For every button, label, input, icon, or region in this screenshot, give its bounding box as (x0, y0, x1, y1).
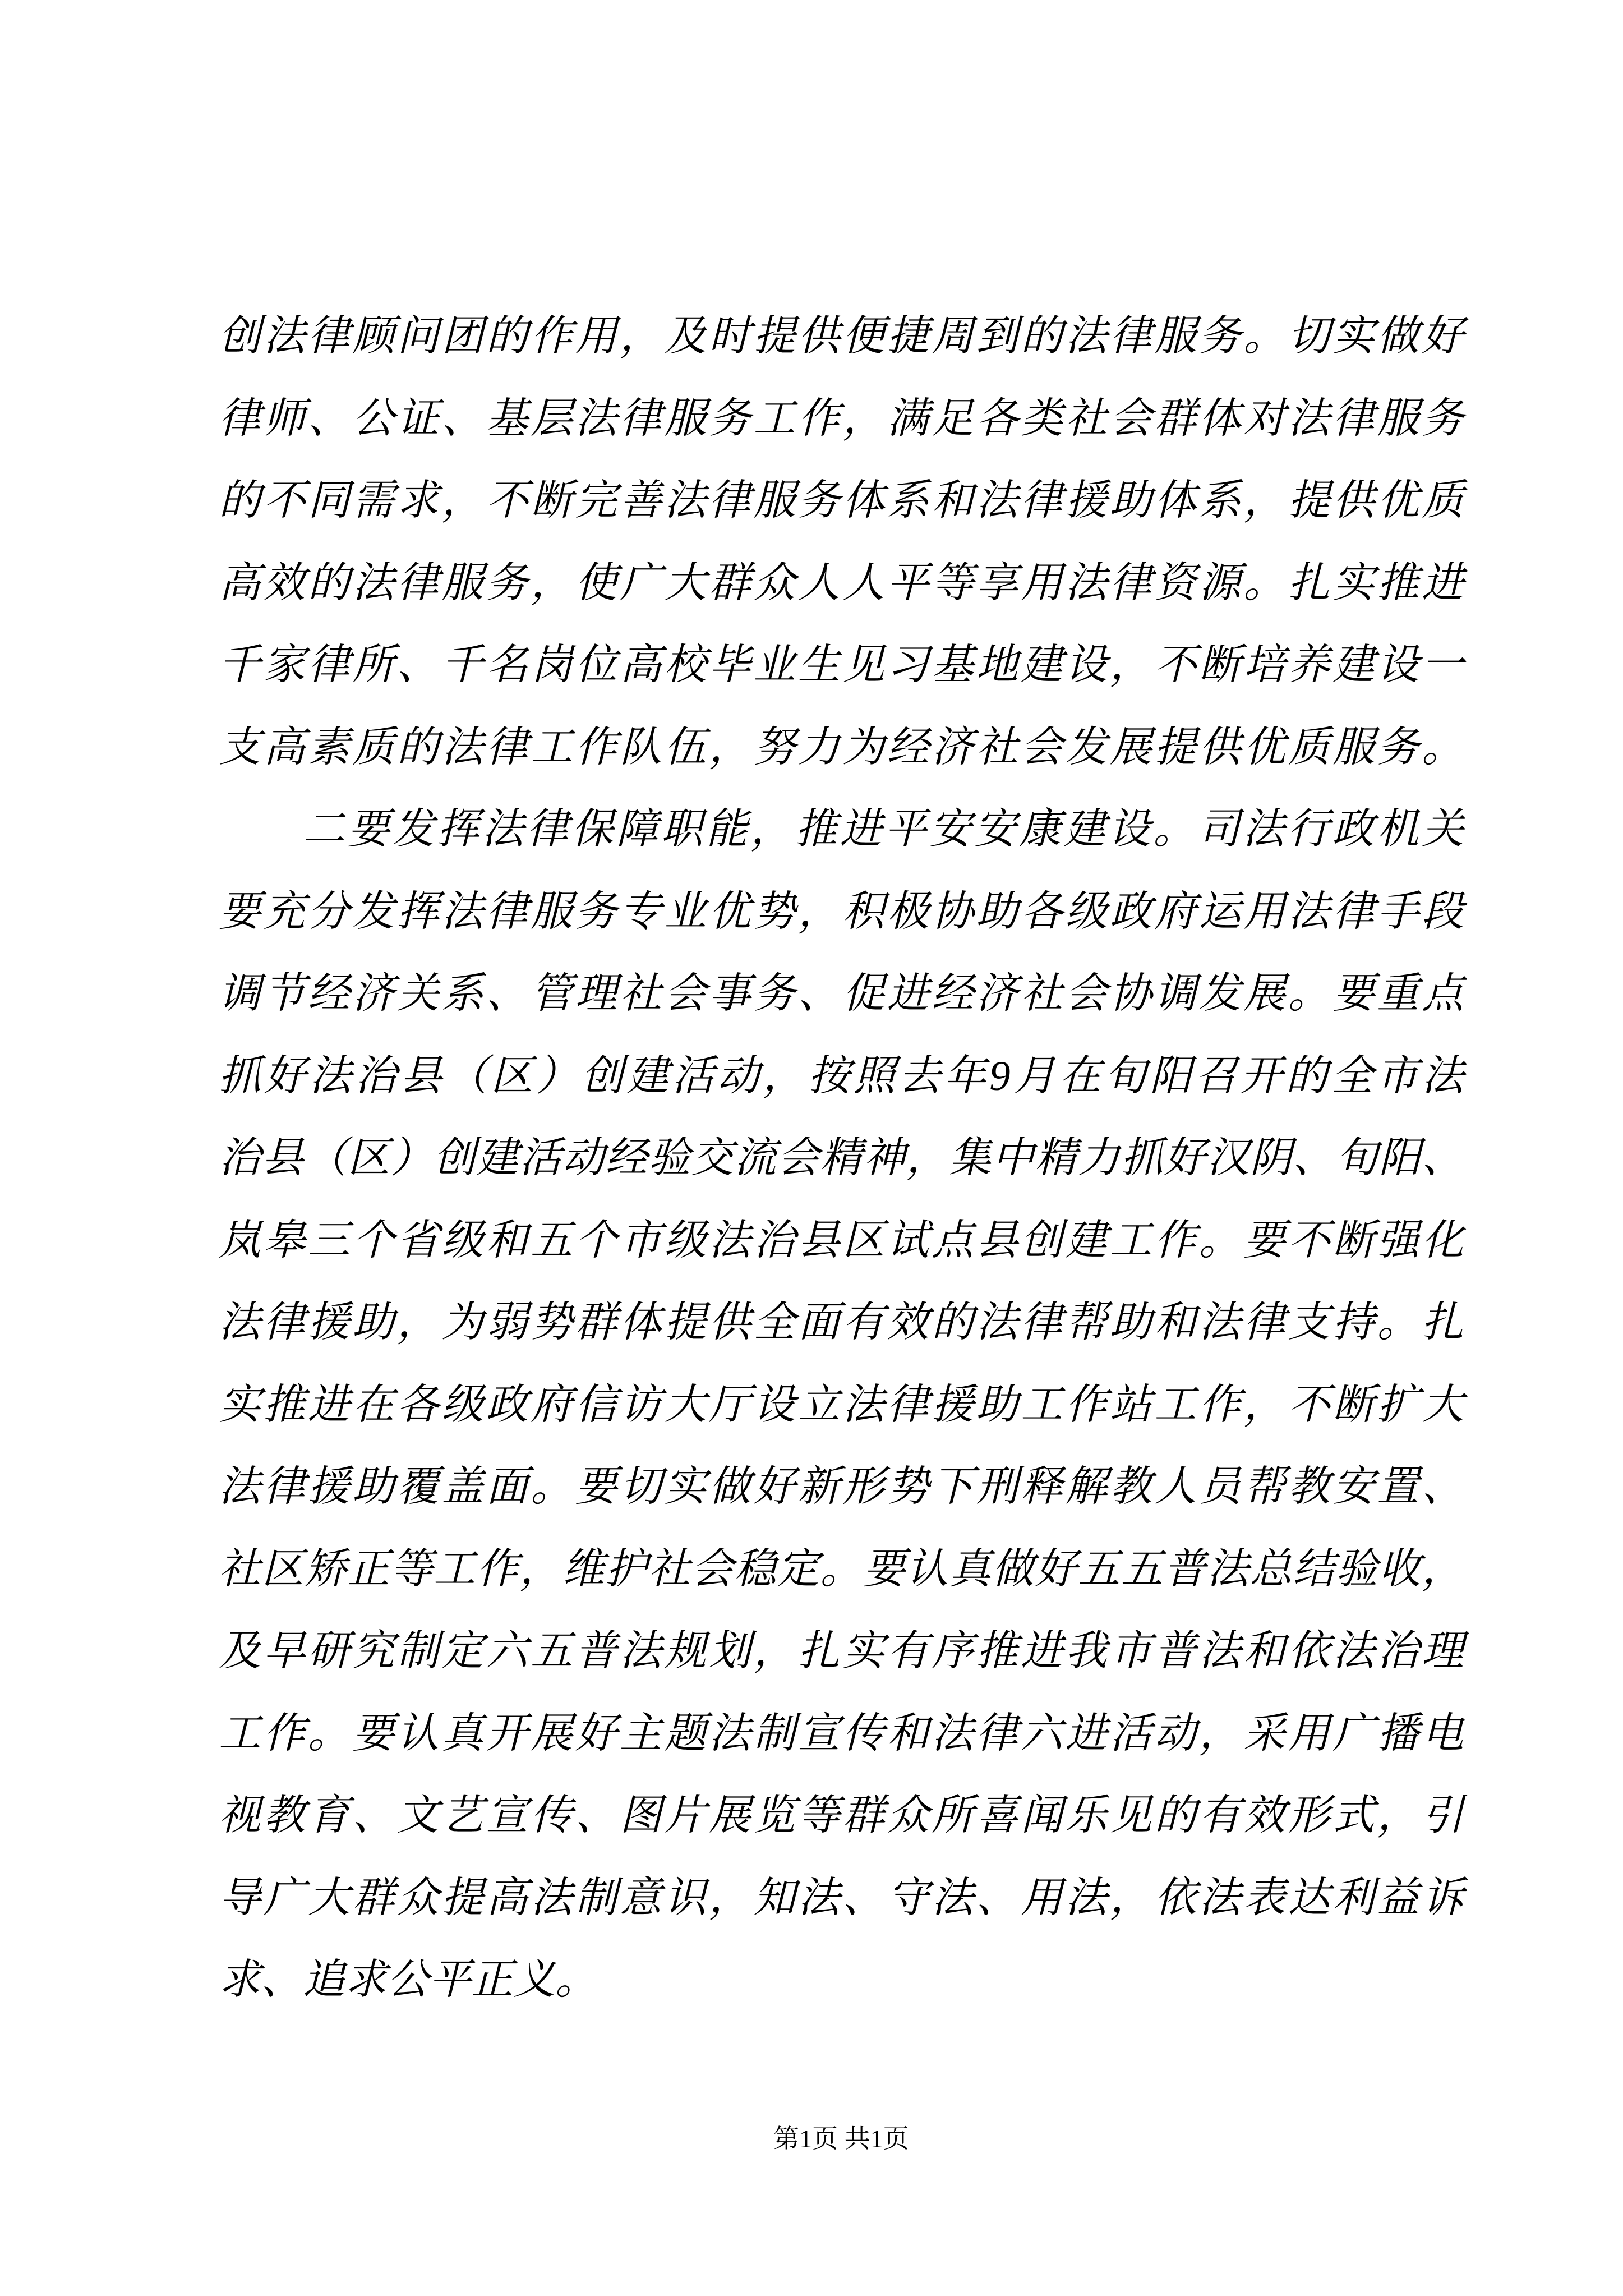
body-line: 要充分发挥法律服务专业优势，积极协助各级政府运用法律手段 (219, 888, 1464, 935)
body-line-paragraph-start: 二要发挥法律保障职能，推进平安安康建设。司法行政机关 (303, 806, 1464, 853)
body-line: 法律援助覆盖面。要切实做好新形势下刑释解教人员帮教安置、 (219, 1464, 1464, 1510)
body-line: 支高素质的法律工作队伍，努力为经济社会发展提供优质服务。 (219, 724, 1464, 771)
body-line: 导广大群众提高法制意识，知法、守法、用法，依法表达利益诉 (219, 1874, 1464, 1921)
body-line: 视教育、文艺宣传、图片展览等群众所喜闻乐见的有效形式，引 (219, 1792, 1464, 1839)
body-line: 法律援助，为弱势群体提供全面有效的法律帮助和法律支持。扎 (219, 1299, 1464, 1346)
body-line: 岚皋三个省级和五个市级法治县区试点县创建工作。要不断强化 (219, 1217, 1464, 1264)
body-line: 律师、公证、基层法律服务工作，满足各类社会群体对法律服务 (219, 395, 1464, 442)
body-line: 千家律所、千名岗位高校毕业生见习基地建设，不断培养建设一 (219, 642, 1464, 688)
body-line: 实推进在各级政府信访大厅设立法律援助工作站工作，不断扩大 (219, 1381, 1464, 1428)
body-line: 抓好法治县（区）创建活动，按照去年9月在旬阳召开的全市法 (219, 1052, 1464, 1099)
body-line: 工作。要认真开展好主题法制宣传和法律六进活动，采用广播电 (219, 1710, 1464, 1757)
body-line: 治县（区）创建活动经验交流会精神，集中精力抓好汉阴、旬阳、 (219, 1135, 1464, 1181)
body-line: 的不同需求，不断完善法律服务体系和法律援助体系，提供优质 (219, 477, 1464, 524)
page-number-footer: 第1页 共1页 (773, 2124, 909, 2153)
body-line: 调节经济关系、管理社会事务、促进经济社会协调发展。要重点 (219, 970, 1464, 1017)
body-line: 社区矫正等工作，维护社会稳定。要认真做好五五普法总结验收， (219, 1545, 1464, 1593)
body-line-last: 求、追求公平正义。 (219, 1957, 598, 2003)
body-line: 及早研究制定六五普法规划，扎实有序推进我市普法和依法治理 (219, 1628, 1464, 1674)
body-text-block (219, 296, 1464, 2022)
body-line: 创法律顾问团的作用，及时提供便捷周到的法律服务。切实做好 (219, 313, 1464, 360)
body-line: 高效的法律服务，使广大群众人人平等享用法律资源。扎实推进 (219, 559, 1464, 606)
